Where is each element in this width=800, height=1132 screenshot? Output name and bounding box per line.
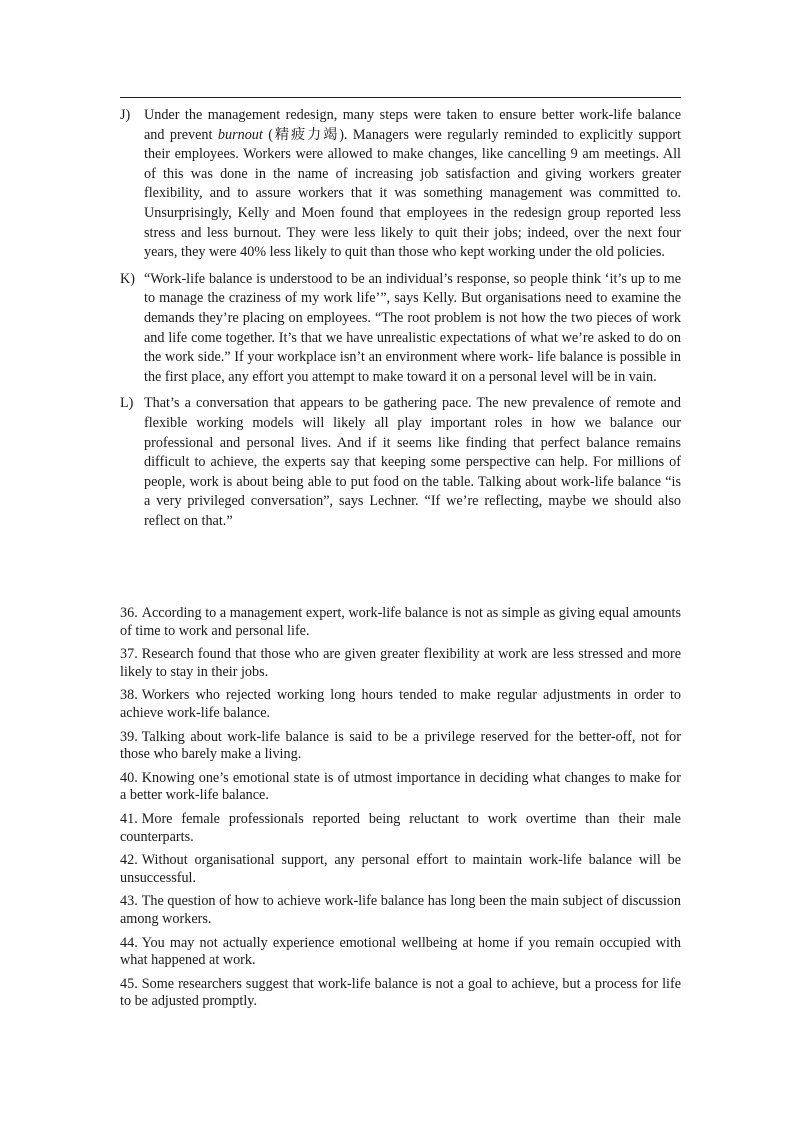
- question-text: The question of how to achieve work-life balance has long been the main subject of discussion among workers.: [120, 893, 681, 927]
- question-text: Some researchers suggest that work-life balance is not a goal to achieve, but a process for life to be adjusted promptly.: [120, 975, 681, 1010]
- question-item: [120, 729, 681, 764]
- passage-j: [120, 106, 681, 263]
- question-item: [120, 852, 681, 887]
- passage-label: L): [120, 395, 134, 412]
- question-number: 41.: [120, 810, 138, 827]
- question-number: 42.: [120, 852, 138, 869]
- question-item: [120, 893, 681, 928]
- passage-section: [120, 106, 681, 538]
- question-text: Workers who rejected working long hours tended to make regular adjustments in order to achieve work-life balance.: [120, 687, 681, 721]
- question-text: Talking about work-life balance is said to be a privilege reserved for the better-off, not for those who barely make a living.: [120, 728, 681, 763]
- passage-italic-term: burnout: [217, 126, 263, 143]
- question-item: [120, 811, 681, 846]
- passage-text-end: (精疲力竭). Managers were regularly reminded to explicitly support their employees. Workers were allowed to make changes, like cancelling 9 am meetings. All of this was done in the name of increasing job satisfaction and giving workers greater flexibility, and to assure workers that it was something management was committed to. Unsurprisingly, Kelly and Moen found that employees in the redesign group reported less stress and less burnout. They were less likely to quit their jobs; indeed, over the next four years, they were 40% less likely to quit than those who kept working under the old policies.: [144, 126, 682, 261]
- passage-text: That’s a conversation that appears to be gathering pace. The new prevalence of remote and flexible working models will likely all play important roles in how we balance our professional and personal lives. And if it seems like finding that perfect balance remains difficult to achieve, the experts say that keeping some perspective can help. For millions of people, work is about being able to put food on the table. Talking about work-life balance “is a very privileged conversation”, says Lechner. “If we’re reflecting, maybe we should also reflect on that.”: [144, 395, 681, 529]
- question-item: [120, 687, 681, 722]
- passage-l: [120, 394, 681, 531]
- question-number: 40.: [120, 769, 138, 786]
- passage-k: [120, 270, 681, 388]
- question-text: According to a management expert, work-life balance is not as simple as giving equal amounts of time to work and personal life.: [120, 605, 681, 639]
- question-list: [120, 605, 681, 1017]
- question-number: 39.: [120, 728, 138, 745]
- question-item: [120, 935, 681, 970]
- passage-text: “Work-life balance is understood to be an individual’s response, so people think ‘it’s up to me to manage the craziness of my work life’”, says Kelly. But organisations need to examine the demands they’re placing on employees. “The root problem is not how the two pieces of work and life come together. It’s that we have unrealistic expectations of what we’re asked to do on the work side.” If your workplace isn’t an environment where work- life balance is possible in the first place, any effort you attempt to make toward it on a personal level will be in vain.: [144, 270, 681, 385]
- question-number: 44.: [120, 934, 138, 951]
- question-text: Knowing one’s emotional state is of utmost importance in deciding what changes to make for a better work-life balance.: [120, 769, 681, 804]
- question-text: Research found that those who are given greater flexibility at work are less stressed and more likely to stay in their jobs.: [120, 646, 681, 680]
- question-number: 38.: [120, 687, 138, 704]
- passage-text: [144, 106, 681, 263]
- question-item: [120, 976, 681, 1011]
- question-text: You may not actually experience emotional wellbeing at home if you remain occupied with what happened at work.: [120, 934, 681, 969]
- question-item: [120, 646, 681, 681]
- question-item: [120, 770, 681, 805]
- question-text: Without organisational support, any personal effort to maintain work-life balance will be unsuccessful.: [120, 852, 681, 886]
- question-number: 37.: [120, 646, 138, 663]
- passage-text-start: Under the management redesign, many steps were taken to ensure better work-life balance and prevent: [144, 107, 681, 143]
- question-item: [120, 605, 681, 640]
- question-text: More female professionals reported being reluctant to work overtime than their male counterparts.: [120, 810, 681, 845]
- top-rule: [120, 97, 681, 98]
- passage-label: K): [120, 270, 135, 287]
- question-number: 43.: [120, 893, 138, 910]
- question-number: 36.: [120, 605, 138, 621]
- question-number: 45.: [120, 975, 138, 992]
- passage-label: J): [120, 107, 131, 123]
